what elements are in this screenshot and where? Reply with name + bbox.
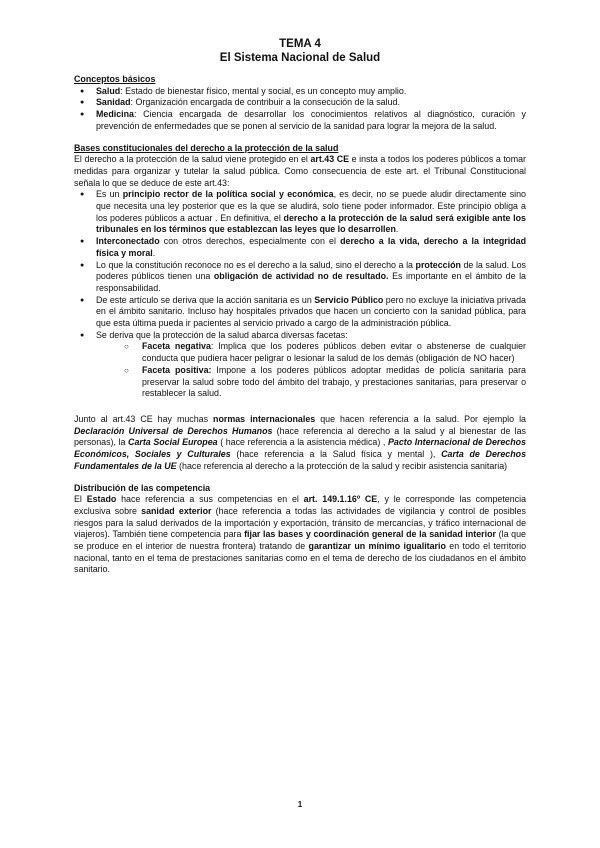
document-title: TEMA 4 <box>279 38 321 50</box>
document-subtitle: El Sistema Nacional de Salud <box>219 52 381 64</box>
list-item: ● Lo que la constitución reconoce no es el derecho a la salud, sino el derecho a la protección de la salud. Los poderes públicos tienen una obligación de actividad no de resultado. Es importante en el ámbito de la responsabilidad. <box>74 260 526 295</box>
list-item: ● Salud: Estado de bienestar físico, mental y social, es un concepto muy amplio. <box>74 86 526 98</box>
paragraph: El derecho a la protección de la salud viene protegido en el art.43 CE e insta a todos los poderes públicos a tomar medidas para organizar y tutelar la salud pública. Como consecuencia de este art. el Tribunal Constitucional señala lo que se deduce de este art.43: <box>74 154 527 188</box>
section-heading-conceptos: Conceptos básicos <box>74 74 156 84</box>
concepts-list <box>74 86 526 133</box>
list-item: ● Medicina: Ciencia encargada de desarrollar los conocimientos relativos al diagnóstico, curación y prevención de enfermedades que se ponen al servicio de la sanidad para lograr la mejora de la salud. <box>74 109 526 132</box>
list-item: ○ Faceta positiva: Impone a los poderes públicos adoptar medidas de policía sanitaria para preservar la salud sobre todo del ámbito del trabajo, y prestaciones sanitarias, para preservar o restablecer la salud. <box>118 365 526 400</box>
page-number: 1 <box>297 800 303 809</box>
section-heading-competencia: Distribución de las competencia <box>74 482 211 493</box>
section-heading-bases: Bases constitucionales del derecho a la protección de la salud <box>74 142 339 153</box>
paragraph-competencias: El Estado hace referencia a sus competencias en el art. 149.1.16º CE, y le corresponde las competencia exclusiva sobre sanidad exterior (hace referencia a todas las actividades de vigilancia y control de posibles riesgos para la salud derivados de la importación y exportación, tránsito de mercancías, y tráfico internacional de viajeros). También tiene competencia para fijar las bases y coordinación general de la sanidad interior (la que se produce en el interior de nuestra frontera) tratando de garantizar un mínimo igualitario en todo el territorio nacional, tanto en el tema de prestaciones sanitarias como en el tema de derecho de los ciudadanos en el ámbito sanitario. <box>74 494 527 575</box>
list-item: ● Interconectado con otros derechos, especialmente con el derecho a la vida, derecho a la integridad física y moral. <box>74 236 526 259</box>
list-item: ● Sanidad: Organización encargada de contribuir a la consecución de la salud. <box>74 97 526 109</box>
document-body <box>74 74 526 576</box>
list-item: ● Es un principio rector de la política social y económica, es decir, no se puede aludir directamente sino que necesita una ley posterior que es la que se aludirá, solo tiene poder informador. Este principio obliga a los poderes públicos a actuar . En definitiva, el derecho a la protección de la salud será exigible ante los tribunales en los términos que establezcan las leyes que lo desarrollen. <box>74 189 526 236</box>
list-item: ○ Faceta negativa: Implica que los poderes públicos deben evitar o abstenerse de cualquier conducta que pudiera hacer peligrar o lesionar la salud de los demás (obligación de NO hacer) <box>118 341 526 364</box>
facetas-list <box>96 341 526 400</box>
list-item: ● De este artículo se deriva que la acción sanitaria es un Servicio Público pero no excluye la iniciativa privada en el ámbito sanitario. Incluso hay hospitales privados que hacen un concierto con la sanidad pública, para que esta última pueda ir pacientes al servicio privado a cargo de la administración pública. <box>74 295 526 330</box>
bases-list <box>74 189 526 400</box>
paragraph-normas-internacionales: Junto al art.43 CE hay muchas normas internacionales que hacen referencia a la salud. Por ejemplo la Declaración Universal de Derechos Humanos (hace referencia al derecho a la salud y al bienestar de las personas), la Carta Social Europea ( hace referencia a la asistencia médica) , Pacto Internacional de Derechos Económicos, Sociales y Culturales (hace referencia a la Salud física y mental ), Carta de Derechos Fundamentales de la UE (hace referencia al derecho a la protección de la salud y recibir asistencia sanitaria) <box>74 413 527 471</box>
list-item: ● Se deriva que la protección de la salud abarca diversas facetas: ○ Faceta negativa: Implica que los poderes públicos deben evitar o abstenerse de cualquier conducta que pudiera hacer peligrar o lesionar la salud de los demás (obligación de NO hacer) ○ Faceta positiva: Impone a los poderes públicos adoptar medidas de policía sanitaria para preservar la salud sobre todo del ámbito del trabajo, y prestaciones sanitarias, para preservar o restablecer la salud. <box>74 330 526 400</box>
